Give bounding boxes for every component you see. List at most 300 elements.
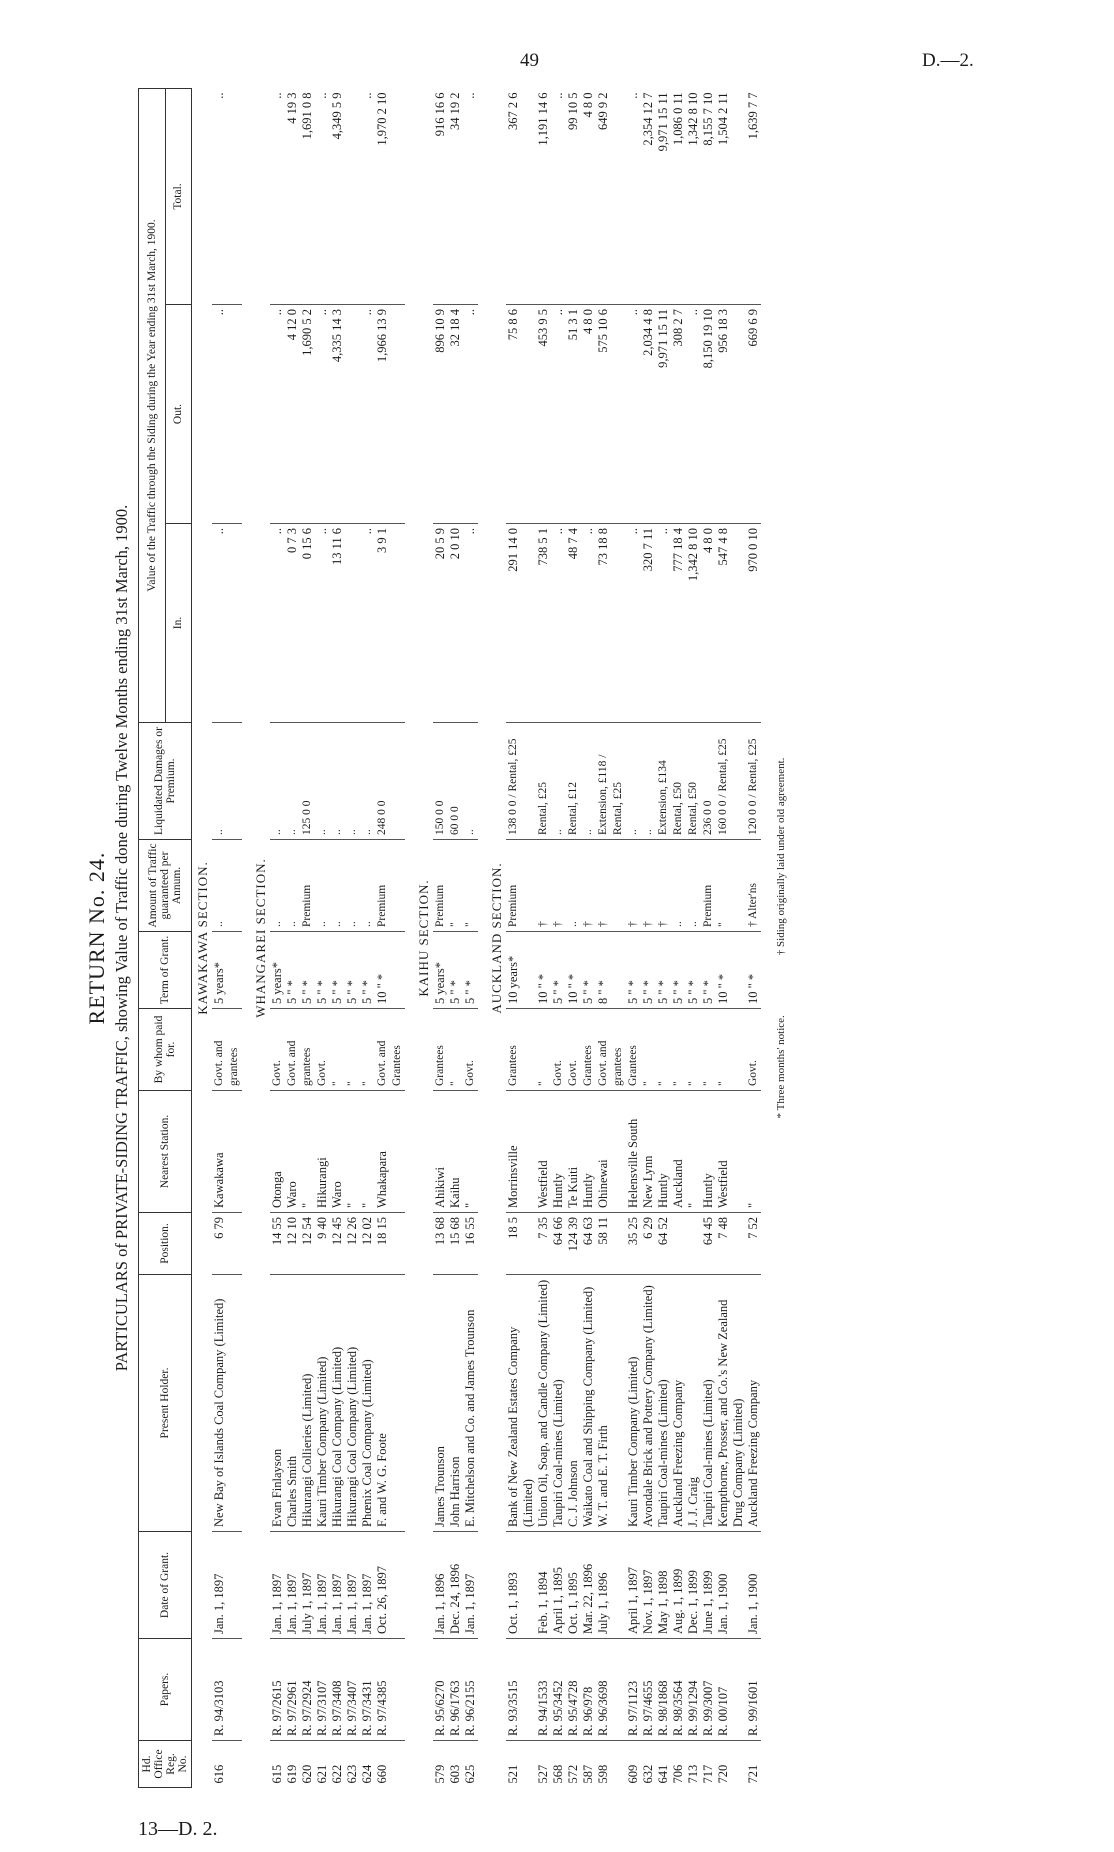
damages-cell: .. [345, 723, 360, 840]
spacer-cell [478, 89, 486, 1788]
damages-cell: .. [626, 723, 641, 840]
total-cell: 8,155 7 10 [701, 89, 716, 305]
date-cell: Oct. 26, 1897 [375, 1532, 405, 1639]
amount-cell: Premium [375, 840, 405, 932]
reg-cell: 568 [551, 1764, 565, 1784]
spacer-cell [405, 89, 413, 1788]
damages-cell: Rental, £12 [566, 723, 581, 840]
out-cell: .. [315, 305, 330, 524]
table-row [626, 89, 641, 1788]
holder-cell: Hikurangi Coal Company (Limited) [345, 1275, 360, 1532]
paid-cell: Govt. and [285, 1009, 300, 1091]
paid-cell: " [641, 1009, 656, 1091]
damages-cell: 60 0 0 [448, 723, 463, 840]
station-cell: Whakapara [375, 1091, 405, 1213]
total-cell: 367 2 6 [506, 89, 536, 305]
position-cell: 12 54 [300, 1213, 315, 1275]
position-cell: 14 55 [270, 1213, 285, 1275]
paid-cell: Govt. and grantees [212, 1009, 242, 1091]
total-cell: 9,971 15 11 [656, 89, 671, 305]
holder-cell: Avondale Brick and Pottery Company (Limited) [641, 1275, 656, 1532]
amount-cell: † [656, 840, 671, 932]
date-cell: April 1, 1895 [551, 1532, 566, 1639]
out-cell: 75 8 6 [506, 305, 536, 524]
col-total: Total. [165, 89, 192, 305]
position-cell: 35 25 [626, 1213, 641, 1275]
reg-cell: 609 [626, 1764, 640, 1784]
paid-cell: Govt. [463, 1009, 478, 1091]
position-cell: 18 5 [506, 1213, 536, 1275]
date-cell: Jan. 1, 1900 [716, 1532, 746, 1639]
reg-cell: 623 [345, 1764, 359, 1784]
position-cell: 7 52 [746, 1213, 761, 1275]
holder-cell: Hikurangi Coal Company (Limited) [330, 1275, 345, 1532]
table-row [551, 89, 566, 1788]
position-cell: 12 45 [330, 1213, 345, 1275]
in-cell: 73 18 8 [596, 524, 626, 723]
table-row [345, 89, 360, 1788]
term-cell: 10 " * [375, 932, 405, 1009]
date-cell: Jan. 1, 1897 [270, 1532, 285, 1639]
col-date: Date of Grant. [139, 1532, 192, 1639]
damages-cell: 150 0 0 [433, 723, 448, 840]
reg-cell: 625 [463, 1764, 477, 1784]
date-cell: July 1, 1896 [596, 1532, 626, 1639]
paid-cell: " [671, 1009, 686, 1091]
papers-cell: R. 97/4655 [641, 1639, 656, 1741]
station-cell: Waro [285, 1091, 300, 1213]
holder-cell: Kempthorne, Prosser, and Co.'s New Zealand Drug Company (Limited) [716, 1275, 746, 1532]
holder-cell: E. Mitchelson and Co. and James Trounson [463, 1275, 478, 1532]
col-amount: Amount of Traffic guaranteed per Annum. [139, 840, 192, 932]
amount-cell: † [551, 840, 566, 932]
position-cell: 64 45 [701, 1213, 716, 1275]
holder-cell: Hikurangi Collieries (Limited) [300, 1275, 315, 1532]
out-cell: 4 8 0 [581, 305, 596, 524]
total-cell: 1,639 7 7 [746, 89, 761, 305]
papers-cell: R. 97/4385 [375, 1639, 405, 1741]
in-cell: .. [656, 524, 671, 723]
col-station: Nearest Station. [139, 1091, 192, 1213]
term-cell: 5 " * [300, 932, 315, 1009]
footnote: † Siding originally laid under old agreement. [775, 757, 787, 956]
table-row [686, 89, 701, 1788]
in-cell: 738 5 1 [536, 524, 551, 723]
spacer-row [478, 89, 486, 1788]
in-cell: 1,342 8 10 [686, 524, 701, 723]
table-row [433, 89, 448, 1788]
date-cell: Aug. 1, 1899 [671, 1532, 686, 1639]
amount-cell: Premium [506, 840, 536, 932]
station-cell: New Lynn [641, 1091, 656, 1213]
amount-cell: † [581, 840, 596, 932]
footnotes [775, 88, 787, 1788]
station-cell: " [463, 1091, 478, 1213]
col-paid: By whom paid for. [139, 1009, 192, 1091]
paid-cell: Grantees [626, 1009, 641, 1091]
papers-cell: R. 96/3698 [596, 1639, 626, 1741]
table-row [285, 89, 300, 1788]
damages-cell: Extension, £118 / Rental, £25 [596, 723, 626, 840]
in-cell: .. [626, 524, 641, 723]
papers-cell: R. 97/3107 [315, 1639, 330, 1741]
table-row [716, 89, 746, 1788]
total-cell: 916 16 6 [433, 89, 448, 305]
spacer-row [242, 89, 250, 1788]
total-cell: 649 9 2 [596, 89, 626, 305]
holder-cell: Bank of New Zealand Estates Company (Limited) [506, 1275, 536, 1532]
total-cell: 4 19 3 [285, 89, 300, 305]
section-title: KAIHU SECTION. [416, 879, 431, 997]
position-cell: 58 11 [596, 1213, 626, 1275]
date-cell: Jan. 1, 1897 [463, 1532, 478, 1639]
papers-cell: R. 95/3452 [551, 1639, 566, 1741]
date-cell: Jan. 1, 1897 [330, 1532, 345, 1639]
term-cell: 10 " * [746, 932, 761, 1009]
papers-cell: R. 95/6270 [433, 1639, 448, 1741]
papers-cell: R. 96/1763 [448, 1639, 463, 1741]
date-cell: Jan. 1, 1897 [212, 1532, 242, 1639]
out-cell: .. [212, 305, 242, 524]
station-cell: Helensville South [626, 1091, 641, 1213]
in-cell: 291 14 0 [506, 524, 536, 723]
table-row [746, 89, 761, 1788]
in-cell: 3 9 1 [375, 524, 405, 723]
term-cell: 5 years* [270, 932, 285, 1009]
holder-cell: J. J. Craig [686, 1275, 701, 1532]
reg-cell: 624 [360, 1764, 374, 1784]
reg-cell: 721 [746, 1764, 760, 1784]
damages-cell: .. [212, 723, 242, 840]
damages-cell: 248 0 0 [375, 723, 405, 840]
paid-cell: " [448, 1009, 463, 1091]
total-cell: 1,504 2 11 [716, 89, 746, 305]
in-cell: .. [315, 524, 330, 723]
reg-cell: 713 [686, 1764, 700, 1784]
date-cell: July 1, 1897 [300, 1532, 315, 1639]
position-cell: 12 02 [360, 1213, 375, 1275]
position-cell: 12 26 [345, 1213, 360, 1275]
out-cell [345, 305, 360, 524]
paid-cell: " [345, 1009, 360, 1091]
reg-cell: 620 [300, 1764, 314, 1784]
return-subtitle: PARTICULARS of PRIVATE-SIDING TRAFFIC, showing Value of Traffic done during Twelve Months ending 31st March, 1900. [112, 504, 131, 1372]
holder-cell: Charles Smith [285, 1275, 300, 1532]
station-cell: " [746, 1091, 761, 1213]
paid-cell: Govt. and grantees [596, 1009, 626, 1091]
term-cell: 5 " * [551, 932, 566, 1009]
term-cell: 10 " * [536, 932, 551, 1009]
holder-cell: John Harrison [448, 1275, 463, 1532]
total-cell: 1,342 8 10 [686, 89, 701, 305]
holder-cell: Union Oil, Soap, and Candle Company (Limited) [536, 1275, 551, 1532]
out-cell: 32 18 4 [448, 305, 463, 524]
station-cell: Westfield [536, 1091, 551, 1213]
position-cell: 7 35 [536, 1213, 551, 1275]
col-reg: Hd. Office Reg. No. [139, 1741, 192, 1788]
date-cell: April 1, 1897 [626, 1532, 641, 1639]
total-cell: 1,691 0 8 [300, 89, 315, 305]
date-cell: Oct. 1, 1893 [506, 1532, 536, 1639]
date-cell: May 1, 1898 [656, 1532, 671, 1639]
holder-cell: Waikato Coal and Shipping Company (Limited) [581, 1275, 596, 1532]
out-cell: 51 3 1 [566, 305, 581, 524]
damages-cell: Rental, £25 [536, 723, 551, 840]
section-row [250, 89, 270, 1788]
paid-cell: " [536, 1009, 551, 1091]
col-in: In. [165, 524, 192, 723]
total-cell: 34 19 2 [448, 89, 463, 305]
station-cell: " [686, 1091, 701, 1213]
out-cell: .. [626, 305, 641, 524]
spacer-cell [242, 89, 250, 1788]
amount-cell: .. [566, 840, 581, 932]
total-cell: 4 8 0 [581, 89, 596, 305]
term-cell: 10 " * [716, 932, 746, 1009]
siding-traffic-table [138, 88, 769, 1788]
papers-cell: R. 97/2961 [285, 1639, 300, 1741]
station-cell: " [360, 1091, 375, 1213]
holder-cell: C. J. Johnson [566, 1275, 581, 1532]
date-cell: Oct. 1, 1895 [566, 1532, 581, 1639]
term-cell: 8 " * [596, 932, 626, 1009]
total-cell: 1,086 0 11 [671, 89, 686, 305]
rotated-sheet [80, 88, 1090, 1788]
paid-cell: Govt. and Grantees [375, 1009, 405, 1091]
station-cell: Huntly [701, 1091, 716, 1213]
papers-cell: R. 98/3564 [671, 1639, 686, 1741]
total-cell: 99 10 5 [566, 89, 581, 305]
term-cell: 5 " * [345, 932, 360, 1009]
papers-cell: R. 97/1123 [626, 1639, 641, 1741]
amount-cell: .. [671, 840, 686, 932]
paid-cell: Govt. [566, 1009, 581, 1091]
reg-cell: 572 [566, 1764, 580, 1784]
paid-cell: " [656, 1009, 671, 1091]
out-cell: 956 18 3 [716, 305, 746, 524]
damages-cell: .. [551, 723, 566, 840]
in-cell: .. [551, 524, 566, 723]
col-out: Out. [165, 305, 192, 524]
total-cell: .. [360, 89, 375, 305]
total-cell: 1,970 2 10 [375, 89, 405, 305]
term-cell: 5 " * [641, 932, 656, 1009]
col-value-group: Value of the Traffic through the Siding during the Year ending 31st March, 1900. [139, 89, 166, 723]
holder-cell: F. and W. G. Foote [375, 1275, 405, 1532]
date-cell: Dec. 1, 1899 [686, 1532, 701, 1639]
holder-cell: Taupiri Coal-mines (Limited) [656, 1275, 671, 1532]
holder-cell: Kauri Timber Company (Limited) [315, 1275, 330, 1532]
holder-cell: New Bay of Islands Coal Company (Limited) [212, 1275, 242, 1532]
papers-cell: R. 94/1533 [536, 1639, 551, 1741]
papers-cell: R. 99/3007 [701, 1639, 716, 1741]
damages-cell: .. [463, 723, 478, 840]
footnote: * Three months' notice. [775, 1015, 787, 1119]
position-cell: 6 79 [212, 1213, 242, 1275]
amount-cell: † Alter'ns [746, 840, 761, 932]
return-title: RETURN No. 24. [84, 851, 109, 1025]
paid-cell: Grantees [433, 1009, 448, 1091]
total-cell: .. [463, 89, 478, 305]
reg-cell: 641 [656, 1764, 670, 1784]
paid-cell: " [716, 1009, 746, 1091]
holder-cell: Taupiri Coal-mines (Limited) [551, 1275, 566, 1532]
amount-cell: .. [330, 840, 345, 932]
papers-cell: R. 97/3408 [330, 1639, 345, 1741]
damages-cell: .. [641, 723, 656, 840]
papers-cell: R. 93/3515 [506, 1639, 536, 1741]
out-cell: 575 10 6 [596, 305, 626, 524]
station-cell: " [345, 1091, 360, 1213]
section-title: AUCKLAND SECTION. [489, 862, 504, 1014]
out-cell: 1,690 5 2 [300, 305, 315, 524]
total-cell: .. [212, 89, 242, 305]
in-cell: .. [581, 524, 596, 723]
col-term: Term of Grant. [139, 932, 192, 1009]
table-row [701, 89, 716, 1788]
table-row [581, 89, 596, 1788]
table-row [656, 89, 671, 1788]
station-cell: Westfield [716, 1091, 746, 1213]
reg-cell: 587 [581, 1764, 595, 1784]
reg-cell: 632 [641, 1764, 655, 1784]
station-cell: Huntly [551, 1091, 566, 1213]
table-row [566, 89, 581, 1788]
damages-cell: .. [285, 723, 300, 840]
out-cell: .. [551, 305, 566, 524]
section-title: KAWAKAWA SECTION. [195, 861, 210, 1015]
holder-cell: James Trounson [433, 1275, 448, 1532]
paid-cell: " [330, 1009, 345, 1091]
damages-cell: .. [330, 723, 345, 840]
amount-cell: .. [285, 840, 300, 932]
station-cell: Waro [330, 1091, 345, 1213]
section-title: WHANGAREI SECTION. [253, 858, 268, 1018]
in-cell: 4 8 0 [701, 524, 716, 723]
date-cell: Mar. 22, 1896 [581, 1532, 596, 1639]
reg-cell: 720 [716, 1764, 730, 1784]
date-cell: June 1, 1899 [701, 1532, 716, 1639]
term-cell: 5 " * [701, 932, 716, 1009]
station-cell: Te Kuiti [566, 1091, 581, 1213]
paid-cell: " [701, 1009, 716, 1091]
in-cell: 2 0 10 [448, 524, 463, 723]
table-row [596, 89, 626, 1788]
in-cell: 20 5 9 [433, 524, 448, 723]
in-cell: 547 4 8 [716, 524, 746, 723]
in-cell: .. [360, 524, 375, 723]
damages-cell: .. [581, 723, 596, 840]
paid-cell: Govt. [746, 1009, 761, 1091]
papers-cell: R. 97/3407 [345, 1639, 360, 1741]
term-cell: 5 " * [671, 932, 686, 1009]
paid-cell: Govt. [551, 1009, 566, 1091]
total-cell: 1,191 14 6 [536, 89, 551, 305]
amount-cell: .. [270, 840, 285, 932]
position-cell: 64 66 [551, 1213, 566, 1275]
in-cell: .. [270, 524, 285, 723]
in-cell: 777 18 4 [671, 524, 686, 723]
section-row [192, 89, 213, 1788]
out-cell: 4 12 0 [285, 305, 300, 524]
papers-cell: R. 97/2615 [270, 1639, 285, 1741]
amount-cell: " [463, 840, 478, 932]
table-row [536, 89, 551, 1788]
reg-cell: 621 [315, 1764, 329, 1784]
station-cell: Auckland [671, 1091, 686, 1213]
paid-cell: Govt. [315, 1009, 330, 1091]
term-cell: 5 " * [315, 932, 330, 1009]
table-row [463, 89, 478, 1788]
in-cell: 970 0 10 [746, 524, 761, 723]
out-cell: .. [270, 305, 285, 524]
col-position: Position. [139, 1213, 192, 1275]
paid-cell: Grantees [506, 1009, 536, 1091]
spacer-cell [761, 89, 769, 1788]
reg-cell: 579 [433, 1764, 447, 1784]
position-cell: 16 55 [463, 1213, 478, 1275]
total-cell: .. [270, 89, 285, 305]
total-cell [345, 89, 360, 305]
reg-cell: 717 [701, 1764, 715, 1784]
date-cell: Jan. 1, 1897 [360, 1532, 375, 1639]
date-cell: Dec. 24, 1896 [448, 1532, 463, 1639]
station-cell: Ohinewai [596, 1091, 626, 1213]
amount-cell: † [641, 840, 656, 932]
total-cell: 4,349 5 9 [330, 89, 345, 305]
papers-cell: R. 96/2155 [463, 1639, 478, 1741]
papers-cell: R. 95/4728 [566, 1639, 581, 1741]
date-cell: Jan. 1, 1897 [345, 1532, 360, 1639]
in-cell: .. [463, 524, 478, 723]
damages-cell: .. [360, 723, 375, 840]
term-cell: 5 years* [433, 932, 448, 1009]
station-cell: Morrinsville [506, 1091, 536, 1213]
term-cell: 5 " * [686, 932, 701, 1009]
page-number: 49 [520, 50, 539, 71]
out-cell: 9,971 15 11 [656, 305, 671, 524]
papers-cell: R. 97/3431 [360, 1639, 375, 1741]
term-cell: 5 " * [360, 932, 375, 1009]
term-cell: 5 " * [285, 932, 300, 1009]
section-row [413, 89, 433, 1788]
date-cell: Nov. 1, 1897 [641, 1532, 656, 1639]
station-cell: Huntly [581, 1091, 596, 1213]
in-cell: 320 7 11 [641, 524, 656, 723]
position-cell: 18 15 [375, 1213, 405, 1275]
papers-cell: R. 00/107 [716, 1639, 746, 1741]
table-row [506, 89, 536, 1788]
date-cell: Jan. 1, 1900 [746, 1532, 761, 1639]
amount-cell: .. [686, 840, 701, 932]
col-papers: Papers. [139, 1639, 192, 1741]
reg-cell: 603 [448, 1764, 462, 1784]
out-cell: .. [463, 305, 478, 524]
total-cell: .. [551, 89, 566, 305]
in-cell: 0 7 3 [285, 524, 300, 723]
station-cell: Kawakawa [212, 1091, 242, 1213]
term-cell: 10 " * [566, 932, 581, 1009]
papers-cell: R. 97/2924 [300, 1639, 315, 1741]
papers-cell: R. 99/1294 [686, 1639, 701, 1741]
damages-cell: 160 0 0 / Rental, £25 [716, 723, 746, 840]
table-row [360, 89, 375, 1788]
amount-cell: Premium [300, 840, 315, 932]
reg-cell: 706 [671, 1764, 685, 1784]
station-cell: Hikurangi [315, 1091, 330, 1213]
sheet-signature: 13—D. 2. [138, 1818, 218, 1840]
holder-cell: Taupiri Coal-mines (Limited) [701, 1275, 716, 1532]
